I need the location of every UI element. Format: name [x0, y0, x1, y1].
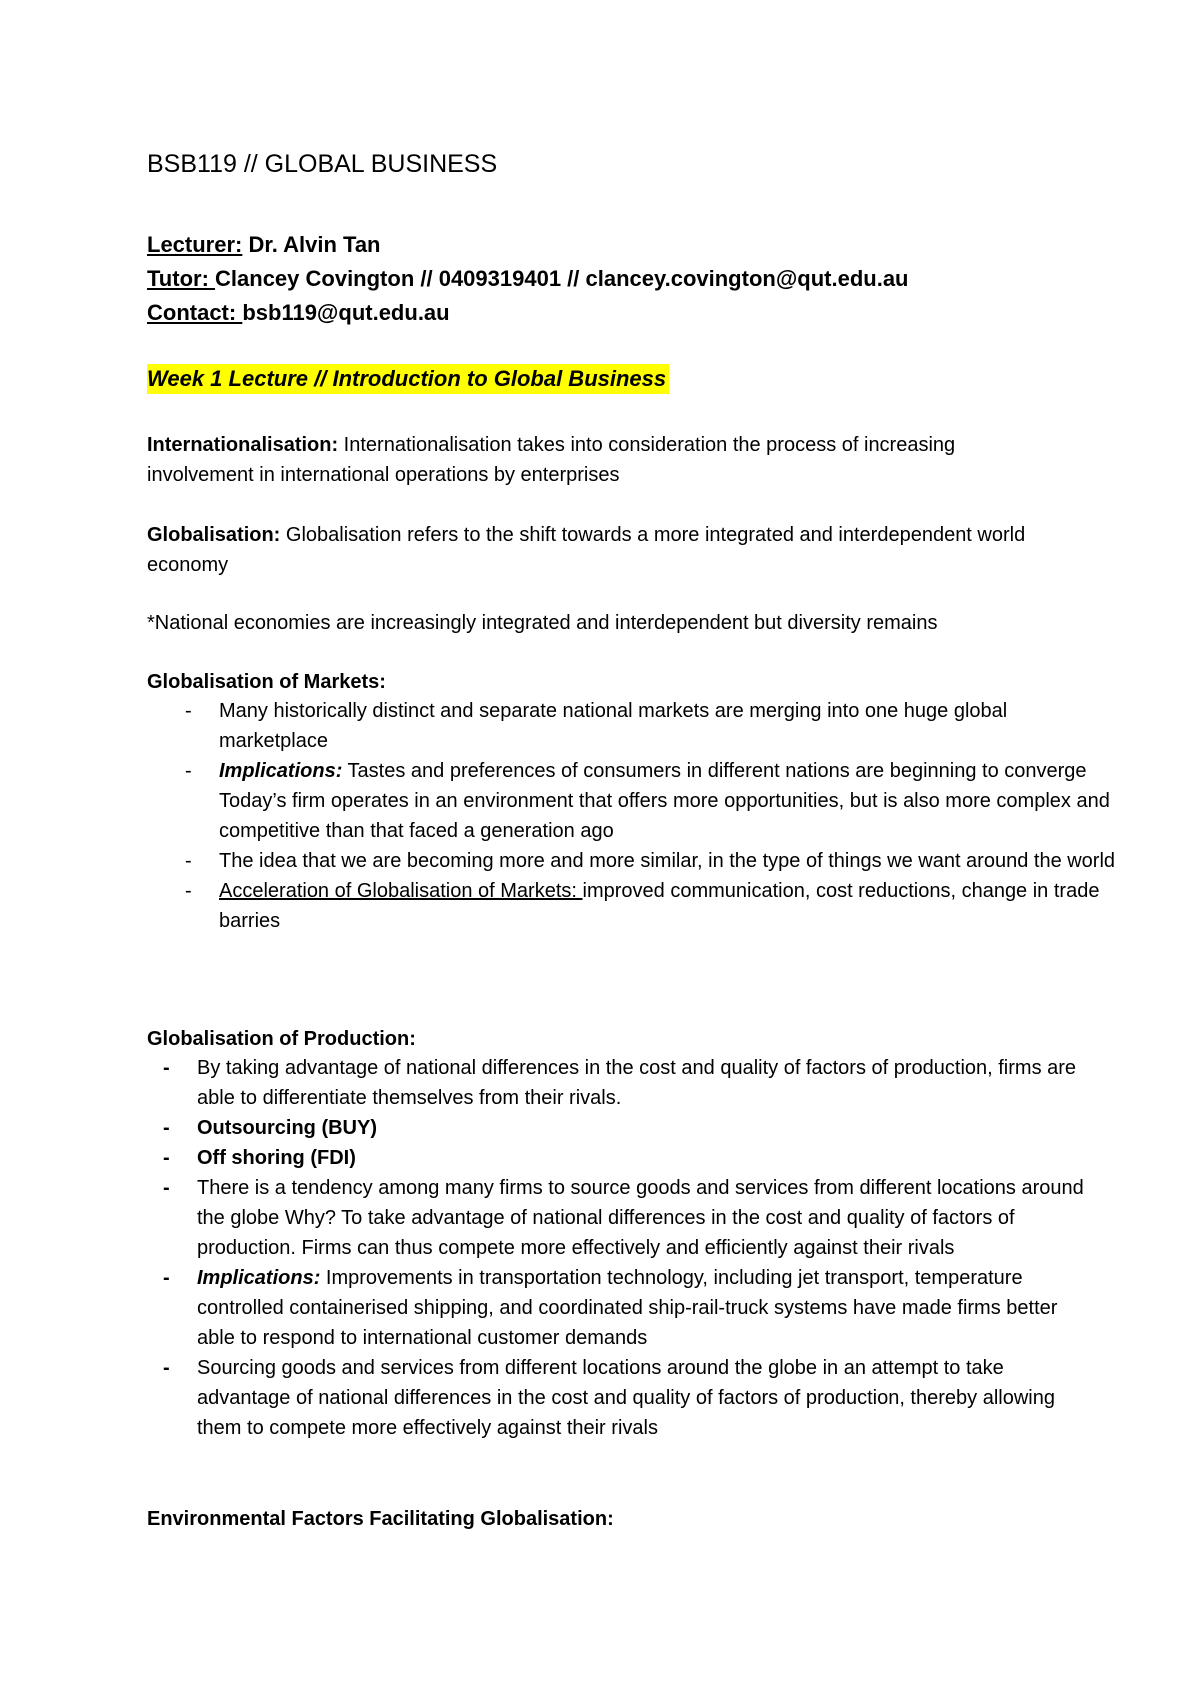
tutor-line [147, 262, 1067, 296]
list-item-text: Many historically distinct and separate national markets are merging into one huge global marketplace [219, 700, 1008, 752]
list-item-text: Outsourcing (BUY) [197, 1117, 377, 1139]
markets-heading [147, 667, 1067, 697]
list-item-text: By taking advantage of national differences in the cost and quality of factors of production, firms are able to differentiate themselves from their rivals. [197, 1057, 1077, 1109]
list-item-text: improved communication, cost reductions, change in trade barries [219, 880, 1100, 932]
implications-label: Implications: [219, 760, 343, 782]
environmental-factors-heading [147, 1504, 1067, 1534]
week-heading [147, 366, 1067, 392]
dash-bullet: - [163, 1147, 170, 1169]
contact-email: bsb119@qut.edu.au [242, 300, 450, 325]
internationalisation-term: Internationalisation: [147, 434, 339, 456]
list-item-text: Off shoring (FDI) [197, 1147, 356, 1169]
list-item-text: Tastes and preferences of consumers in different nations are beginning to converge [342, 760, 1087, 782]
dash-bullet: - [185, 760, 192, 782]
lecturer-name: Dr. Alvin Tan [242, 232, 381, 257]
course-contacts [147, 228, 1067, 330]
internationalisation-definition [147, 430, 1067, 490]
globalisation-text: Globalisation refers to the shift towards a more integrated and interdependent world economy [147, 524, 1026, 576]
lecturer-line [147, 228, 1067, 262]
list-item [163, 1263, 1097, 1353]
dash-bullet: - [163, 1357, 170, 1379]
internationalisation-text: Internationalisation takes into consideration the process of increasing involvement in international operations by enterprises [147, 434, 956, 486]
environmental-heading-text: Environmental Factors Facilitating Globalisation: [147, 1508, 614, 1530]
week-heading-text: Week 1 Lecture // Introduction to Global Business [147, 364, 669, 394]
list-item [163, 1053, 1097, 1113]
list-item [185, 756, 1119, 846]
list-item-text: Sourcing goods and services from different locations around the globe in an attempt to take advantage of national differences in the cost and quality of factors of production, thereby allowing them to compete more effectively against their rivals [197, 1357, 1055, 1439]
production-list [163, 1053, 1097, 1443]
implications-label: Implications: [197, 1267, 321, 1289]
tutor-details: Clancey Covington // 0409319401 // clancey.covington@qut.edu.au [215, 266, 909, 291]
globalisation-definition [147, 520, 1067, 580]
dash-bullet: - [185, 880, 192, 902]
production-heading-text: Globalisation of Production: [147, 1028, 416, 1050]
list-item [163, 1143, 1097, 1173]
acceleration-label: Acceleration of Globalisation of Markets: [219, 880, 583, 902]
dash-bullet: - [185, 850, 192, 872]
contact-line [147, 296, 1067, 330]
list-item [185, 846, 1119, 876]
dash-bullet: - [163, 1057, 170, 1079]
list-item [185, 696, 1119, 756]
list-item [163, 1353, 1097, 1443]
globalisation-term: Globalisation: [147, 524, 281, 546]
production-heading [147, 1024, 1067, 1054]
dash-bullet: - [163, 1177, 170, 1199]
markets-heading-text: Globalisation of Markets: [147, 671, 386, 693]
note-paragraph: *National economies are increasingly integrated and interdependent but diversity remains [147, 612, 938, 634]
list-item [163, 1113, 1097, 1143]
markets-list [185, 696, 1119, 936]
list-item-text: There is a tendency among many firms to source goods and services from different locations around the globe Why? To take advantage of national differences in the cost and quality of factors of production. Firms can thus compete more effectively and efficiently against their rivals [197, 1177, 1084, 1259]
list-item-text-continued: Today’s firm operates in an environment that offers more opportunities, but is also more complex and competitive than that faced a generation ago [219, 790, 1110, 842]
dash-bullet: - [163, 1267, 170, 1289]
document-title: BSB119 // GLOBAL BUSINESS [147, 150, 498, 178]
dash-bullet: - [163, 1117, 170, 1139]
list-item-text: Improvements in transportation technology, including jet transport, temperature controlled containerised shipping, and coordinated ship-rail-truck systems have made firms better able to respond to international customer demands [197, 1267, 1058, 1349]
list-item [163, 1173, 1097, 1263]
lecturer-label: Lecturer: [147, 232, 243, 257]
list-item-text: The idea that we are becoming more and more similar, in the type of things we want around the world [219, 850, 1116, 872]
contact-label: Contact: [147, 300, 243, 325]
list-item [185, 876, 1119, 936]
tutor-label: Tutor: [147, 266, 216, 291]
dash-bullet: - [185, 700, 192, 722]
